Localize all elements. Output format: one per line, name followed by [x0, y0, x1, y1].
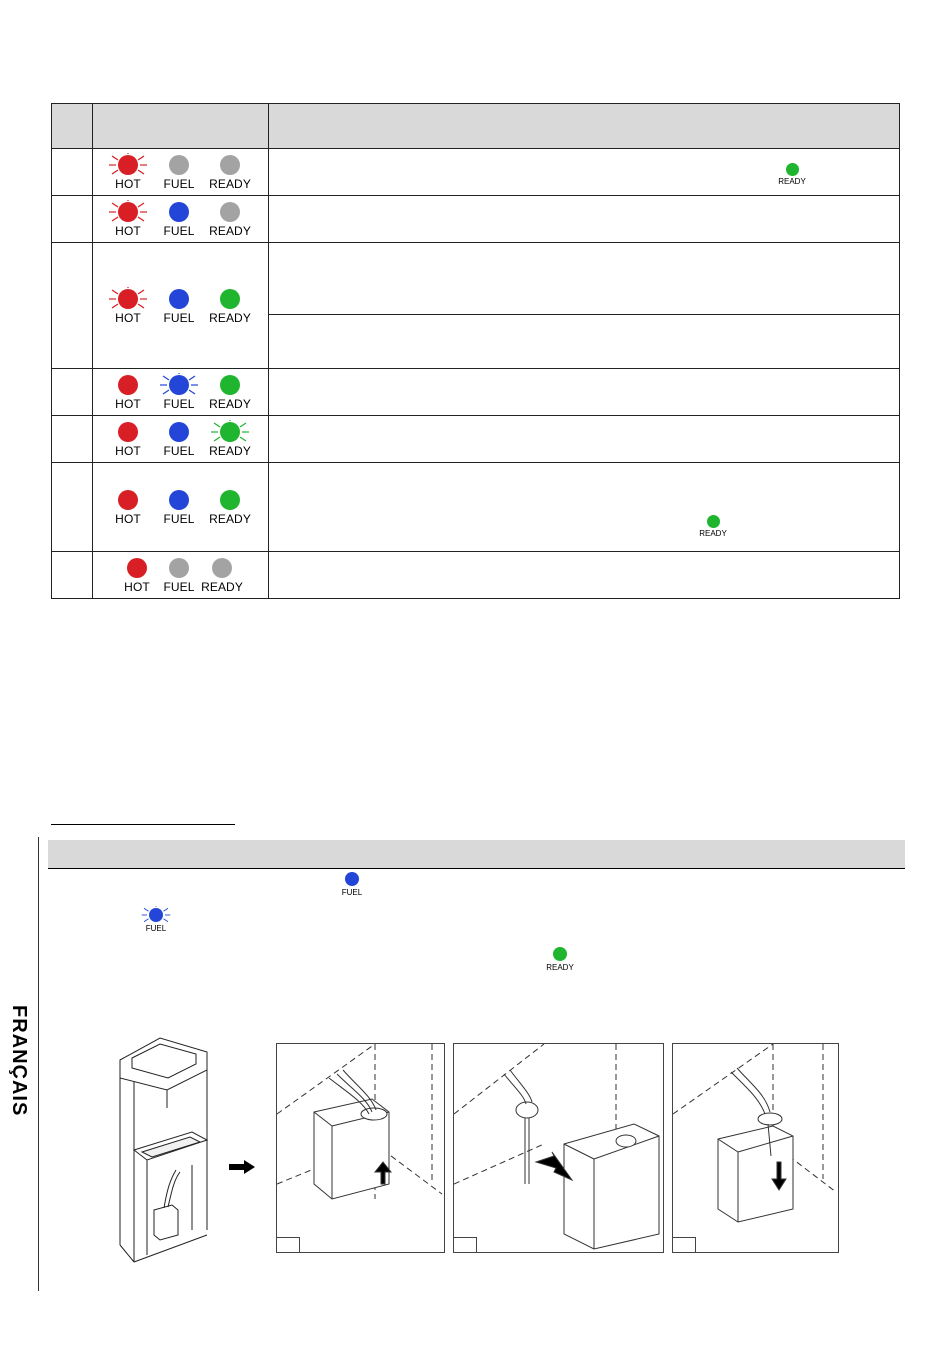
indicator-label: READY	[209, 310, 251, 325]
inline-ready-indicator	[772, 163, 812, 186]
status-description-cell	[269, 369, 900, 416]
indicator-label: FUEL	[163, 444, 195, 458]
status-description-cell	[269, 416, 900, 463]
row-number-cell	[52, 149, 93, 196]
indicator-light-ready	[200, 200, 260, 238]
table-header-row	[52, 104, 900, 149]
indicator-label: FUEL	[163, 177, 195, 191]
indicator-label: HOT	[115, 310, 141, 325]
indicator-lights-cell	[93, 552, 269, 599]
indicator-light-group	[93, 488, 268, 526]
indicator-light-group	[93, 287, 268, 325]
status-description-cell	[269, 463, 900, 552]
indicator-lights-cell	[93, 369, 269, 416]
row-number-cell	[52, 369, 93, 416]
figure-corner-box	[673, 1237, 696, 1252]
cell-divider	[269, 314, 899, 315]
blink-rays-icon	[160, 373, 198, 397]
blink-rays-icon	[109, 287, 147, 311]
indicator-label: HOT	[115, 177, 141, 191]
figure-panel-3	[672, 1043, 839, 1253]
indicator-light-group	[93, 373, 268, 411]
row-number-cell	[52, 196, 93, 243]
status-description-cell	[269, 243, 900, 369]
inline-ready-indicator	[693, 515, 733, 538]
section-title-underline	[51, 824, 235, 825]
indicator-light-ready	[200, 373, 260, 411]
inline-indicator-label: READY	[699, 529, 727, 538]
row-number-cell	[52, 552, 93, 599]
table-row	[52, 149, 900, 196]
blink-rays-icon	[109, 153, 147, 177]
indicator-label: FUEL	[163, 397, 195, 411]
indicator-label: FUEL	[163, 310, 195, 325]
led-dot-icon	[169, 289, 189, 309]
led-dot-icon	[169, 422, 189, 442]
inline-indicator-label: READY	[546, 963, 574, 972]
indicator-label: HOT	[115, 224, 141, 238]
led-dot-icon	[169, 490, 189, 510]
header-cell-indicators	[93, 104, 269, 149]
led-dot-icon	[169, 558, 189, 578]
table-row	[52, 369, 900, 416]
indicator-lights-cell	[93, 149, 269, 196]
figure-corner-box	[277, 1237, 300, 1252]
inline-fuel-indicator	[332, 870, 372, 897]
blink-rays-icon	[109, 200, 147, 224]
indicator-light-ready	[200, 488, 260, 526]
indicator-label: HOT	[115, 512, 141, 526]
indicator-lights-cell	[93, 463, 269, 552]
led-dot-icon	[127, 558, 147, 578]
indicator-label: HOT	[115, 444, 141, 458]
inline-fuel-indicator	[136, 906, 176, 933]
table-row	[52, 552, 900, 599]
led-dot-icon	[345, 872, 359, 886]
blink-rays-icon	[211, 420, 249, 444]
inline-indicator-label: FUEL	[145, 924, 167, 933]
led-dot-icon	[169, 155, 189, 175]
led-dot-icon	[220, 289, 240, 309]
led-dot-icon	[118, 375, 138, 395]
indicator-light-ready	[200, 420, 260, 458]
figure-corner-box	[454, 1237, 477, 1252]
led-dot-icon	[220, 375, 240, 395]
indicator-label: FUEL	[163, 512, 195, 526]
indicator-label: READY	[209, 444, 251, 458]
indicator-label: FUEL	[163, 580, 195, 594]
status-description-cell	[269, 149, 900, 196]
indicator-label: HOT	[115, 397, 141, 411]
indicator-lights-cell	[93, 196, 269, 243]
blink-rays-icon	[141, 906, 171, 924]
page-margin-line	[38, 837, 39, 1291]
led-dot-icon	[169, 202, 189, 222]
indicator-light-ready	[192, 556, 252, 594]
led-dot-icon	[220, 155, 240, 175]
indicator-label: READY	[209, 512, 251, 526]
indicator-label: READY	[201, 580, 243, 594]
led-dot-icon	[553, 947, 567, 961]
language-side-label: FRANÇAIS	[8, 1005, 30, 1117]
status-description-cell	[269, 552, 900, 599]
indicator-light-ready	[200, 153, 260, 191]
indicator-light-group	[93, 153, 268, 191]
indicator-status-table	[51, 103, 900, 599]
row-number-cell	[52, 243, 93, 369]
status-description-cell	[269, 196, 900, 243]
indicator-light-group	[93, 200, 268, 238]
header-cell-number	[52, 104, 93, 149]
indicator-light-group	[93, 556, 268, 594]
section-heading-bar	[48, 840, 905, 869]
indicator-light-ready	[200, 287, 260, 325]
led-dot-icon	[220, 490, 240, 510]
led-dot-icon	[118, 422, 138, 442]
inline-indicator-label: READY	[778, 177, 806, 186]
figure-panel-2	[453, 1043, 664, 1253]
header-cell-description	[269, 104, 900, 149]
illustration-stove	[112, 1030, 212, 1270]
inline-ready-indicator	[540, 945, 580, 972]
indicator-label: READY	[209, 397, 251, 411]
indicator-label: READY	[209, 177, 251, 191]
led-dot-icon	[786, 163, 799, 176]
indicator-label: HOT	[124, 580, 150, 594]
indicator-label: FUEL	[163, 224, 195, 238]
indicator-light-group	[93, 420, 268, 458]
table-row	[52, 196, 900, 243]
row-number-cell	[52, 416, 93, 463]
led-dot-icon	[707, 515, 720, 528]
inline-indicator-label: FUEL	[341, 888, 363, 897]
table-row	[52, 463, 900, 552]
table-row	[52, 243, 900, 369]
led-dot-icon	[220, 202, 240, 222]
row-number-cell	[52, 463, 93, 552]
led-dot-icon	[212, 558, 232, 578]
figure-panel-1	[276, 1043, 445, 1253]
indicator-lights-cell	[93, 243, 269, 369]
led-dot-icon	[118, 490, 138, 510]
indicator-label: READY	[209, 224, 251, 238]
indicator-lights-cell	[93, 416, 269, 463]
arrow-right-icon	[229, 1160, 255, 1179]
table-row	[52, 416, 900, 463]
